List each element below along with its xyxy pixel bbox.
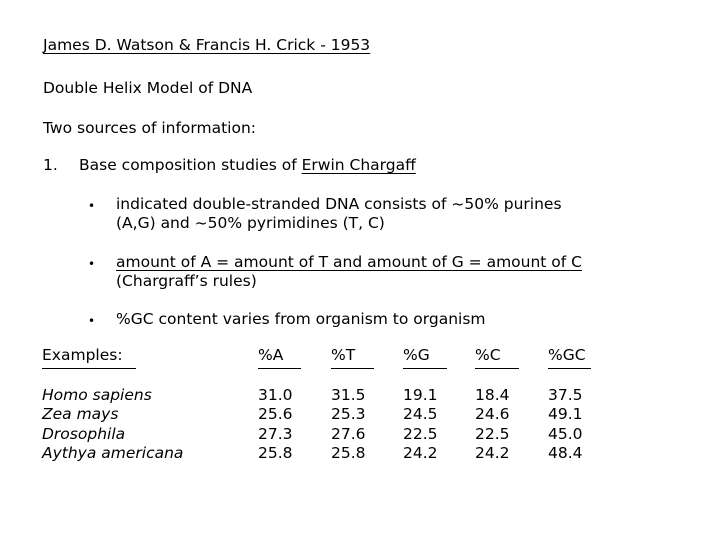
bullet-2-line2: (Chargraff’s rules) — [116, 272, 257, 290]
header-underline — [331, 368, 374, 369]
header-underline — [475, 368, 519, 369]
value-t: 31.5 — [331, 386, 366, 404]
list-number: 1. — [43, 156, 58, 174]
value-gc: 49.1 — [548, 405, 583, 424]
bullet-symbol: • — [88, 257, 96, 271]
bullet-1-line2: (A,G) and ~50% pyrimidines (T, C) — [116, 214, 385, 232]
species-name: Zea mays — [42, 405, 119, 424]
value-c: 24.2 — [475, 443, 510, 462]
chargaff-name: Erwin Chargaff — [301, 156, 416, 174]
header-underline — [258, 368, 301, 369]
species-column — [42, 386, 183, 463]
bullet-1-line1: indicated double-stranded DNA consists of ~50% purines — [116, 195, 562, 213]
species-name: Homo sapiens — [42, 386, 152, 404]
value-a: 25.8 — [258, 443, 293, 462]
value-c: 18.4 — [475, 386, 510, 404]
value-t: 25.3 — [331, 405, 366, 424]
title-model: Double Helix Model of DNA — [43, 79, 253, 97]
header-g: %G — [403, 346, 430, 364]
value-gc: 45.0 — [548, 424, 583, 443]
sources-intro: Two sources of information: — [43, 119, 257, 137]
header-underline — [548, 368, 591, 369]
value-g: 24.5 — [403, 405, 438, 424]
species-name: Drosophila — [42, 424, 126, 443]
value-g: 19.1 — [403, 386, 438, 404]
value-a: 31.0 — [258, 386, 293, 404]
value-g: 22.5 — [403, 424, 438, 443]
header-underline — [42, 368, 136, 369]
point-1-text — [79, 156, 416, 174]
bullet-3-line1: %GC content varies from organism to organism — [116, 310, 486, 328]
species-name: Aythya americana — [42, 443, 184, 462]
value-a: 25.6 — [258, 405, 293, 424]
bullet-symbol: • — [88, 199, 96, 213]
g-column — [403, 386, 438, 463]
a-column — [258, 386, 293, 463]
value-a: 27.3 — [258, 424, 293, 443]
value-g: 24.2 — [403, 443, 438, 462]
bullet-3-text — [116, 310, 486, 329]
c-column — [475, 386, 510, 463]
header-underline — [403, 368, 447, 369]
gc-column — [548, 386, 583, 463]
value-c: 24.6 — [475, 405, 510, 424]
t-column — [331, 386, 366, 463]
header-c: %C — [475, 346, 501, 364]
title-authors: James D. Watson & Francis H. Crick - 1953 — [43, 36, 371, 54]
header-a: %A — [258, 346, 284, 364]
value-t: 27.6 — [331, 424, 366, 443]
bullet-symbol: • — [88, 314, 96, 328]
value-t: 25.8 — [331, 443, 366, 462]
bullet-1-text — [116, 195, 562, 233]
header-examples: Examples: — [42, 346, 123, 364]
header-t: %T — [331, 346, 356, 364]
bullet-2-line1: amount of A = amount of T and amount of G = amount of C — [116, 253, 582, 271]
value-gc: 37.5 — [548, 386, 583, 404]
point-1-prefix: Base composition studies of — [79, 156, 302, 174]
value-c: 22.5 — [475, 424, 510, 443]
value-gc: 48.4 — [548, 443, 583, 462]
header-gc: %GC — [548, 346, 586, 364]
bullet-2-text — [116, 253, 582, 291]
